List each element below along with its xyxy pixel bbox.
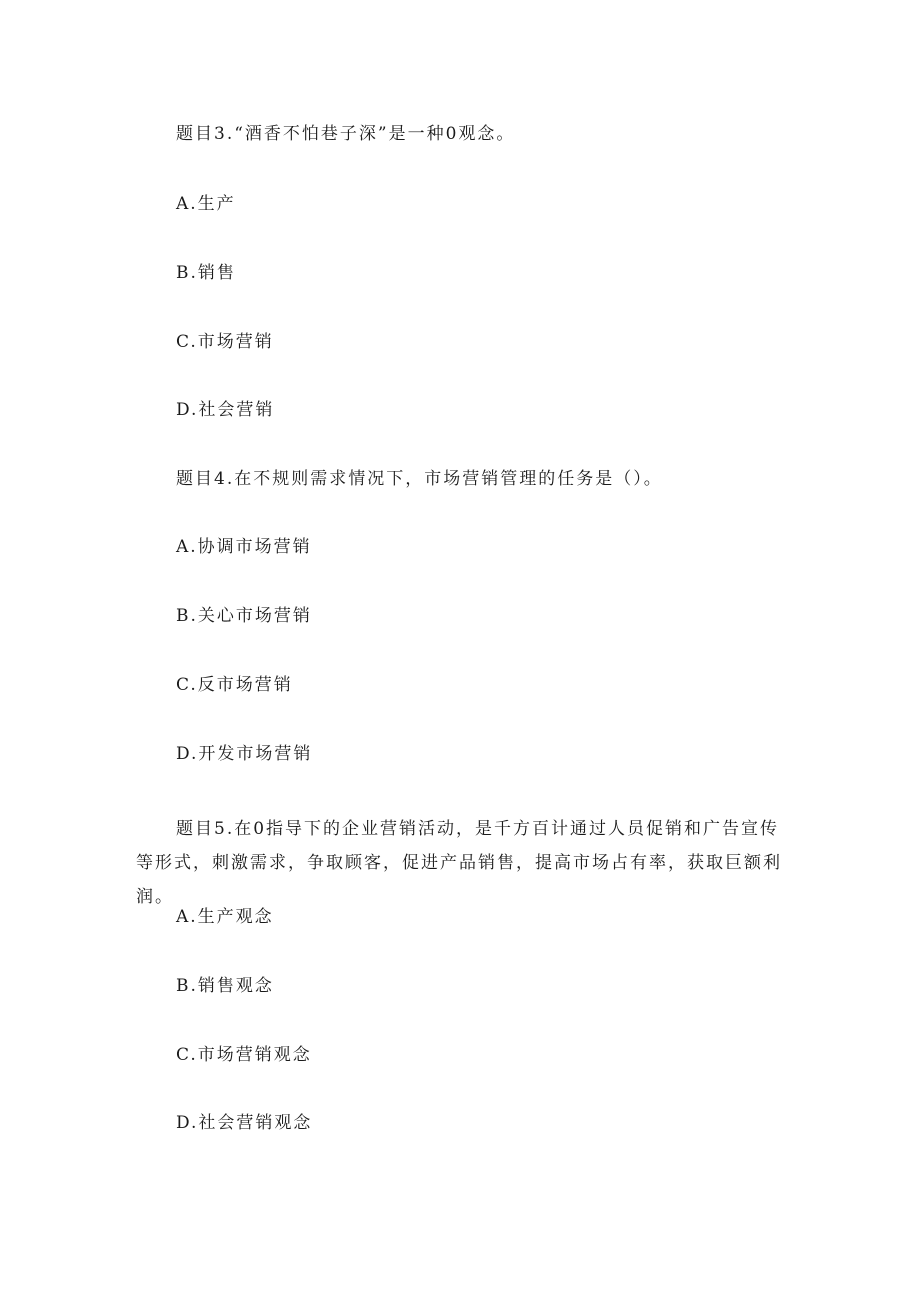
question-3-option-d: D.社会营销 bbox=[176, 400, 275, 420]
question-4-option-a: A.协调市场营销 bbox=[176, 537, 312, 557]
question-3-option-a: A.生产 bbox=[176, 194, 236, 214]
question-5-option-c: C.市场营销观念 bbox=[176, 1045, 312, 1065]
question-5-option-d: D.社会营销观念 bbox=[176, 1113, 313, 1133]
question-5-stem: 题目5.在0指导下的企业营销活动，是千方百计通过人员促销和广告宣传等形式，刺激需求，争取顾客，促进产品销售，提高市场占有率，获取巨额利润。 bbox=[136, 819, 782, 907]
question-4-option-c: C.反市场营销 bbox=[176, 675, 293, 695]
question-4-stem: 题目4.在不规则需求情况下，市场营销管理的任务是（）。 bbox=[176, 469, 663, 489]
question-3-option-c: C.市场营销 bbox=[176, 332, 274, 352]
question-3-option-b: B.销售 bbox=[176, 263, 236, 283]
question-3-stem: 题目3.“酒香不怕巷子深”是一种0观念。 bbox=[176, 124, 516, 144]
question-5-option-a: A.生产观念 bbox=[176, 907, 274, 927]
question-4-option-b: B.关心市场营销 bbox=[176, 606, 312, 626]
question-4-option-d: D.开发市场营销 bbox=[176, 744, 313, 764]
question-5-option-b: B.销售观念 bbox=[176, 976, 274, 996]
